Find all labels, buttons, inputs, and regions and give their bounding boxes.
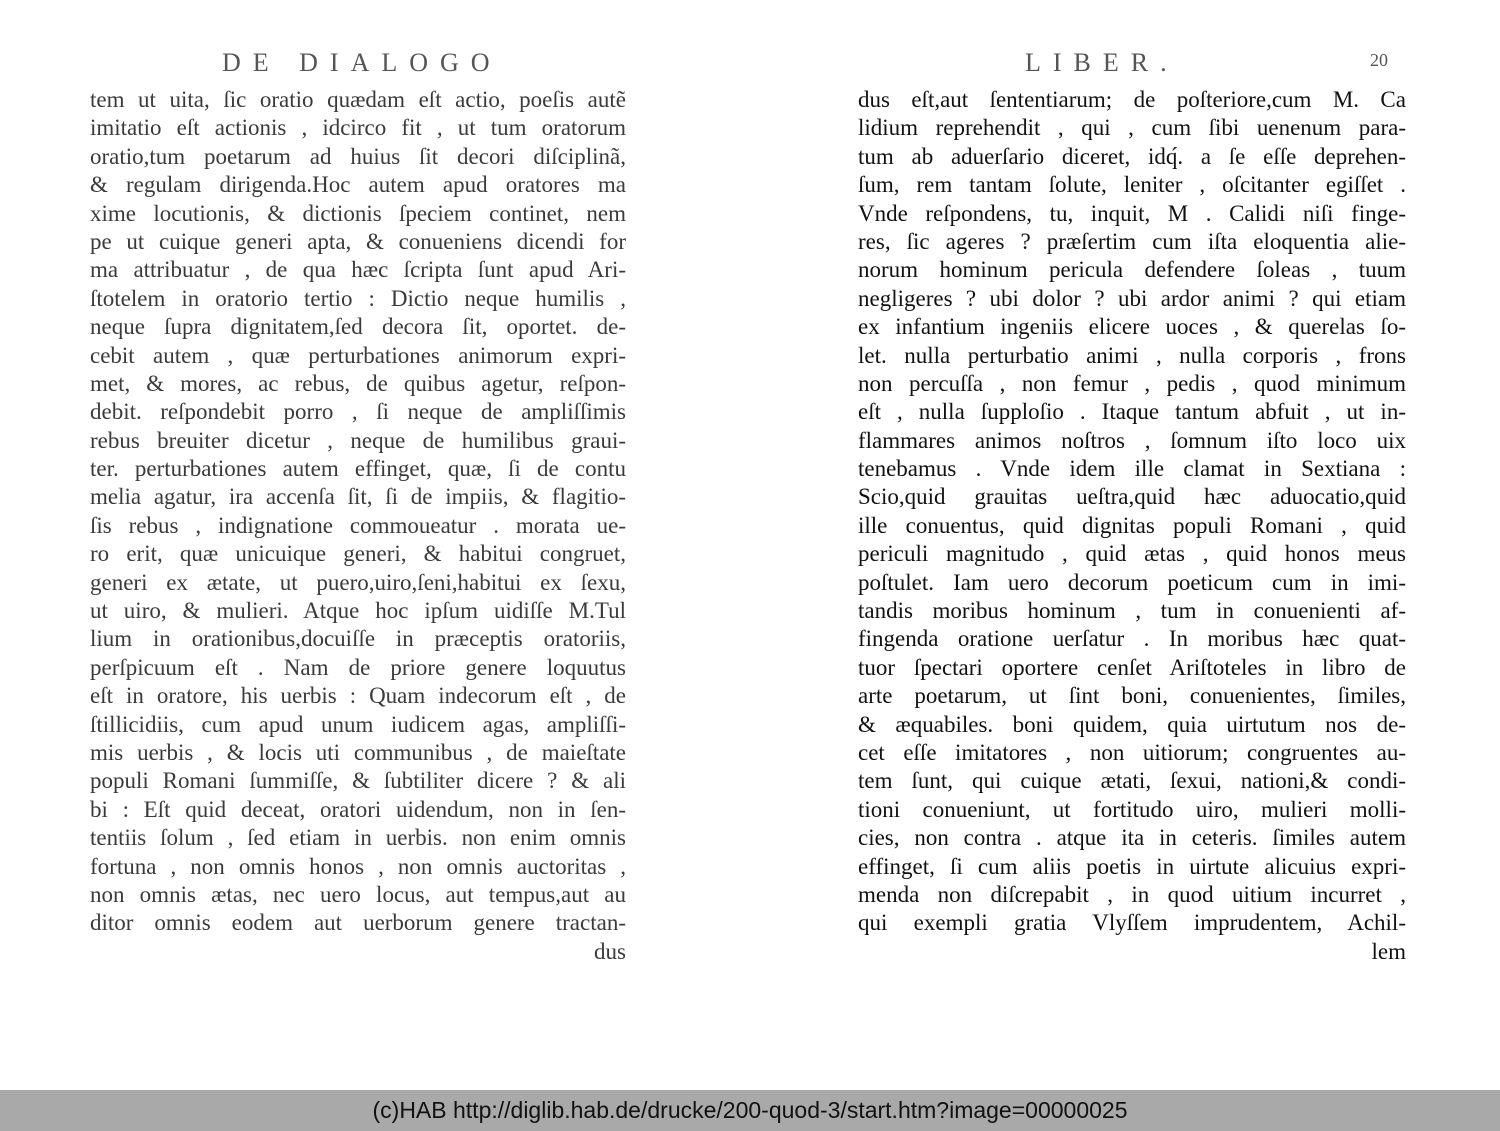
copyright-footer (0, 1090, 1500, 1131)
text-line: cet eſſe imitatores , non uitiorum; congruentes au- (858, 739, 1406, 765)
text-line: tentiis ſolum , ſed etiam in uerbis. non enim omnis (90, 825, 626, 851)
text-line: tuor ſpectari oportere cenſet Ariſtoteles in libro de (858, 654, 1406, 680)
text-line: negligeres ? ubi dolor ? ubi ardor animi ? qui etiam (858, 285, 1406, 311)
text-line: & æquabiles. boni quidem, quia uirtutum nos de- (858, 711, 1406, 737)
text-line: oratio,tum poetarum ad huius ſit decori diſciplinã, (90, 143, 626, 169)
text-line: ter. perturbationes autem effinget, quæ, ſi de contu (90, 456, 626, 482)
text-line: xime locutionis, & dictionis ſpeciem continet, nem (90, 200, 626, 226)
text-line: met, & mores, ac rebus, de quibus agetur, reſpon- (90, 370, 626, 396)
text-line: ro erit, quæ unicuique generi, & habitui congruet, (90, 541, 626, 567)
text-line: ut uiro, & mulieri. Atque hoc ipſum uidiſſe M.Tul (90, 598, 626, 624)
text-line: debit. reſpondebit porro , ſi neque de ampliſſimis (90, 399, 626, 425)
text-line: ditor omnis eodem aut uerborum genere tractan- (90, 910, 626, 936)
text-line: eſt in oratore, his uerbis : Quam indecorum eſt , de (90, 683, 626, 709)
text-line: tenebamus . Vnde idem ille clamat in Sextiana : (858, 456, 1406, 482)
text-line: fortuna , non omnis honos , non omnis auctoritas , (90, 853, 626, 879)
text-line: ſum, rem tantam ſolute, leniter , oſcitanter egiſſet . (858, 172, 1406, 198)
text-line: tum ab aduerſario diceret, idq́. a ſe eſſe deprehen- (858, 143, 1406, 169)
text-line: neque ſupra dignitatem,ſed decora ſit, oportet. de- (90, 314, 626, 340)
text-line: ſis rebus , indignatione commoueatur . morata ue- (90, 512, 626, 538)
text-line: dus (594, 938, 626, 964)
text-line: norum hominum pericula defendere ſoleas , tuum (858, 257, 1406, 283)
text-line: menda non diſcrepabit , in quod uitium incurret , (858, 881, 1406, 907)
footer-text: (c)HAB http://diglib.hab.de/drucke/200-quod-3/start.htm?image=00000025 (372, 1097, 1128, 1123)
text-line: Vnde reſpondens, tu, inquit, M . Calidi niſi finge- (858, 200, 1406, 226)
text-line: fingenda oratione uerſatur . In moribus hæc quat- (858, 626, 1406, 652)
text-line: poſtulet. Iam uero decorum poeticum cum in imi- (858, 569, 1406, 595)
text-line: tem ſunt, qui cuique ætati, ſexui, nationi,& condi- (858, 768, 1406, 794)
right-text-block (858, 86, 1406, 966)
text-line: Scio,quid grauitas ueſtra,quid hæc aduocatio,quid (858, 484, 1406, 510)
text-line: & regulam dirigenda.Hoc autem apud oratores ma (90, 172, 626, 198)
text-line: ex infantium ingeniis elicere uoces , & querelas ſo- (858, 314, 1406, 340)
text-line: tandis moribus hominum , tum in conuenienti af- (858, 598, 1406, 624)
text-line: eſt , nulla ſupploſio . Itaque tantum abfuit , ut in- (858, 399, 1406, 425)
text-line: non percuſſa , non femur , pedis , quod minimum (858, 370, 1406, 396)
running-head-right: LIBER. (1025, 48, 1179, 77)
text-line: bi : Eſt quid deceat, oratori uidendum, non in ſen- (90, 796, 626, 822)
text-line: ſtotelem in oratorio tertio : Dictio neque humilis , (90, 285, 626, 311)
text-line: lem (1371, 938, 1406, 964)
right-page (750, 0, 1500, 1090)
text-line: lidium reprehendit , qui , cum ſibi uenenum para- (858, 115, 1406, 141)
text-line: arte poetarum, ut ſint boni, conuenientes, ſimiles, (858, 683, 1406, 709)
text-line: effinget, ſi cum aliis poetis in uirtute alicuius expri- (858, 853, 1406, 879)
text-line: tioni conueniunt, ut fortitudo uiro, mulieri molli- (858, 796, 1406, 822)
text-line: mis uerbis , & locis uti communibus , de maieſtate (90, 739, 626, 765)
text-line: flammares animos noſtros , ſomnum iſto loco uix (858, 427, 1406, 453)
text-line: qui exempli gratia Vlyſſem imprudentem, Achil- (858, 910, 1406, 936)
text-line: cebit autem , quæ perturbationes animorum expri- (90, 342, 626, 368)
text-line: ma attribuatur , de qua hæc ſcripta ſunt apud Ari- (90, 257, 626, 283)
text-line: tem ut uita, ſic oratio quædam eſt actio, poeſis autẽ (90, 87, 626, 112)
text-line: melia agatur, ira accenſa ſit, ſi de impiis, & flagitio- (90, 484, 626, 510)
text-line: populi Romani ſummiſſe, & ſubtiliter dicere ? & ali (90, 768, 626, 794)
text-line: ille conuentus, quid dignitas populi Romani , quid (858, 512, 1406, 538)
text-line: rebus breuiter dicetur , neque de humilibus graui- (90, 427, 626, 453)
text-line: ſtillicidiis, cum apud unum iudicem agas, ampliſſi- (90, 711, 626, 737)
left-text-block (90, 86, 626, 966)
text-line: res, ſic ageres ? præſertim cum iſta eloquentia alie- (858, 228, 1406, 254)
text-line: perſpicuum eſt . Nam de priore genere loquutus (90, 654, 626, 680)
text-line: generi ex ætate, ut puero,uiro,ſeni,habitui ex ſexu, (90, 569, 626, 595)
text-line: non omnis ætas, nec uero locus, aut tempus,aut au (90, 881, 626, 907)
text-line: let. nulla perturbatio animi , nulla corporis , frons (858, 342, 1406, 368)
text-line: cies, non contra . atque ita in ceteris. ſimiles autem (858, 825, 1406, 851)
text-line: imitatio eſt actionis , idcirco fit , ut tum oratorum (90, 115, 626, 141)
text-line: pe ut cuique generi apta, & conueniens dicendi for (90, 228, 626, 254)
running-head-left: DE DIALOGO (222, 48, 502, 77)
text-line: periculi magnitudo , quid ætas , quid honos meus (858, 541, 1406, 567)
left-page (0, 0, 750, 1090)
text-line: lium in orationibus,docuiſſe in præceptis oratoriis, (90, 626, 626, 652)
text-line: dus eſt,aut ſententiarum; de poſteriore,cum M. Ca (858, 87, 1406, 112)
page-number: 20 (1370, 50, 1388, 70)
